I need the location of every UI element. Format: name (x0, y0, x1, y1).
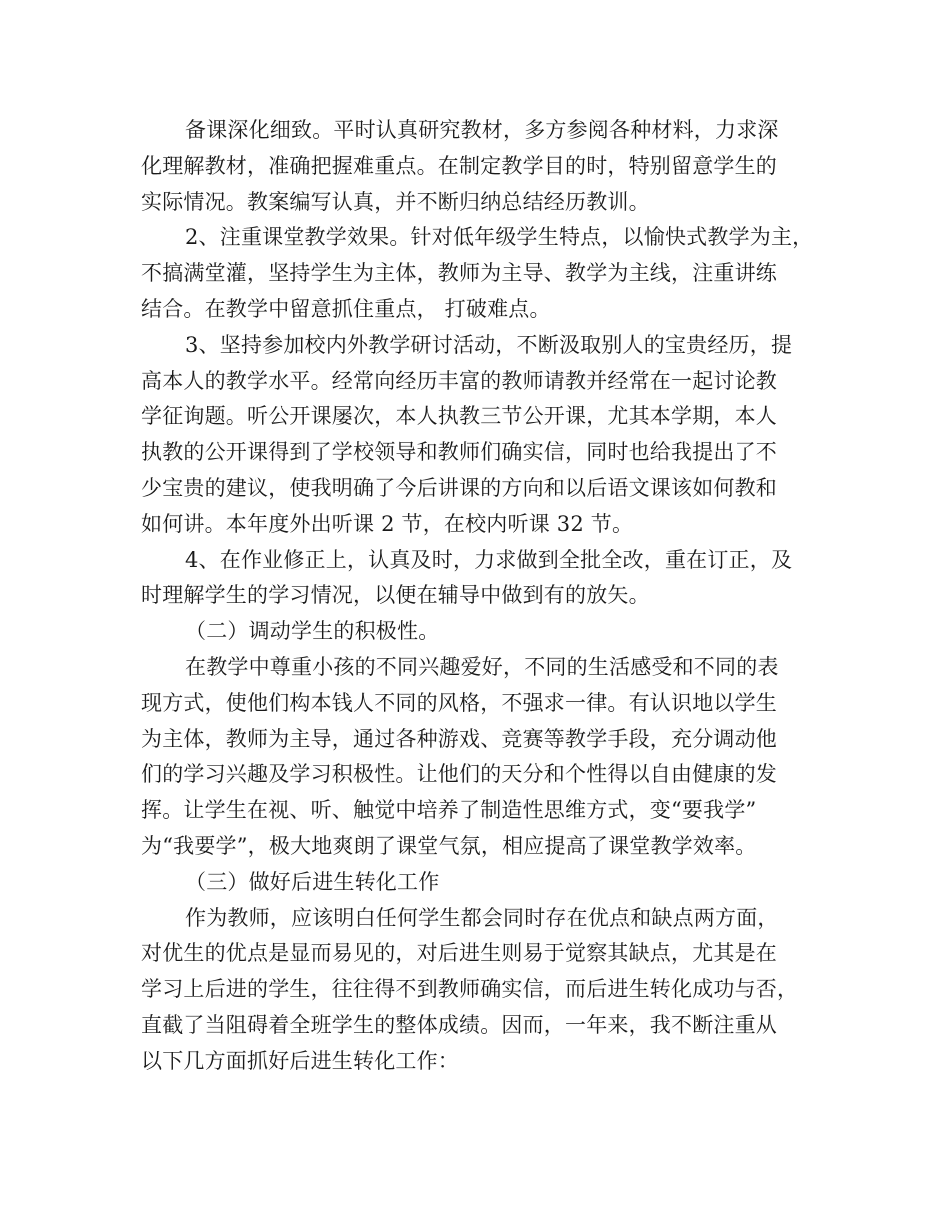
text-line: 化理解教材，准确把握难重点。在制定教学目的时，特别留意学生的 (141, 153, 777, 178)
text-line: 实际情况。教案编写认真，并不断归纳总结经历教训。 (141, 189, 650, 214)
text-line: 如何讲。本年度外出听课 2 节，在校内听课 32 节。 (141, 511, 634, 536)
text-line: 作为教师，应该明白任何学生都会同时存在优点和缺点两方面， (185, 905, 779, 930)
text-line: 3、坚持参加校内外教学研讨活动，不断汲取别人的宝贵经历，提 (185, 332, 793, 357)
text-line: 为主体，教师为主导，通过各种游戏、竞赛等教学手段，充分调动他 (141, 726, 777, 751)
text-line: 备课深化细致。平时认真研究教材，多方参阅各种材料，力求深 (185, 118, 779, 142)
text-line: 为“我要学”，极大地爽朗了课堂气氛，相应提高了课堂教学效率。 (141, 833, 757, 858)
section-heading: （三）做好后进生转化工作 (185, 869, 440, 894)
text-line: 结合。在教学中留意抓住重点， 打破难点。 (141, 296, 551, 321)
text-line: 挥。让学生在视、听、触觉中培养了制造性思维方式，变“要我学” (141, 798, 757, 823)
text-line: 高本人的教学水平。经常向经历丰富的教师请教并经常在一起讨论教 (141, 368, 777, 393)
text-line: 时理解学生的学习情况，以便在辅导中做到有的放矢。 (141, 583, 650, 608)
text-line: 以下几方面抓好后进生转化工作： (141, 1048, 459, 1073)
text-line: 对优生的优点是显而易见的，对后进生则易于觉察其缺点，尤其是在 (141, 941, 777, 966)
text-line: 现方式，使他们构本钱人不同的风格，不强求一律。有认识地以学生 (141, 690, 777, 715)
document-body (141, 113, 813, 1080)
text-line: 不搞满堂灌，坚持学生为主体，教师为主导、教学为主线，注重讲练 (141, 261, 777, 286)
text-line: 学征询题。听公开课屡次，本人执教三节公开课，尤其本学期，本人 (141, 404, 777, 429)
text-line: 学习上后进的学生，往往得不到教师确实信，而后进生转化成功与否， (141, 977, 799, 1002)
text-line: 4、在作业修正上，认真及时，力求做到全批全改，重在订正，及 (185, 547, 793, 572)
text-line: 执教的公开课得到了学校领导和教师们确实信，同时也给我提出了不 (141, 440, 777, 465)
text-line: 少宝贵的建议，使我明确了今后讲课的方向和以后语文课该如何教和 (141, 475, 777, 500)
text-line: 直截了当阻碍着全班学生的整体成绩。因而，一年来，我不断注重从 (141, 1012, 777, 1037)
text-line: 们的学习兴趣及学习积极性。让他们的天分和个性得以自由健康的发 (141, 762, 777, 787)
text-line: 2、注重课堂教学效果。针对低年级学生特点，以愉快式教学为主， (185, 225, 814, 250)
text-line: 在教学中尊重小孩的不同兴趣爱好，不同的生活感受和不同的表 (185, 654, 779, 679)
section-heading: （二）调动学生的积极性。 (185, 619, 440, 644)
